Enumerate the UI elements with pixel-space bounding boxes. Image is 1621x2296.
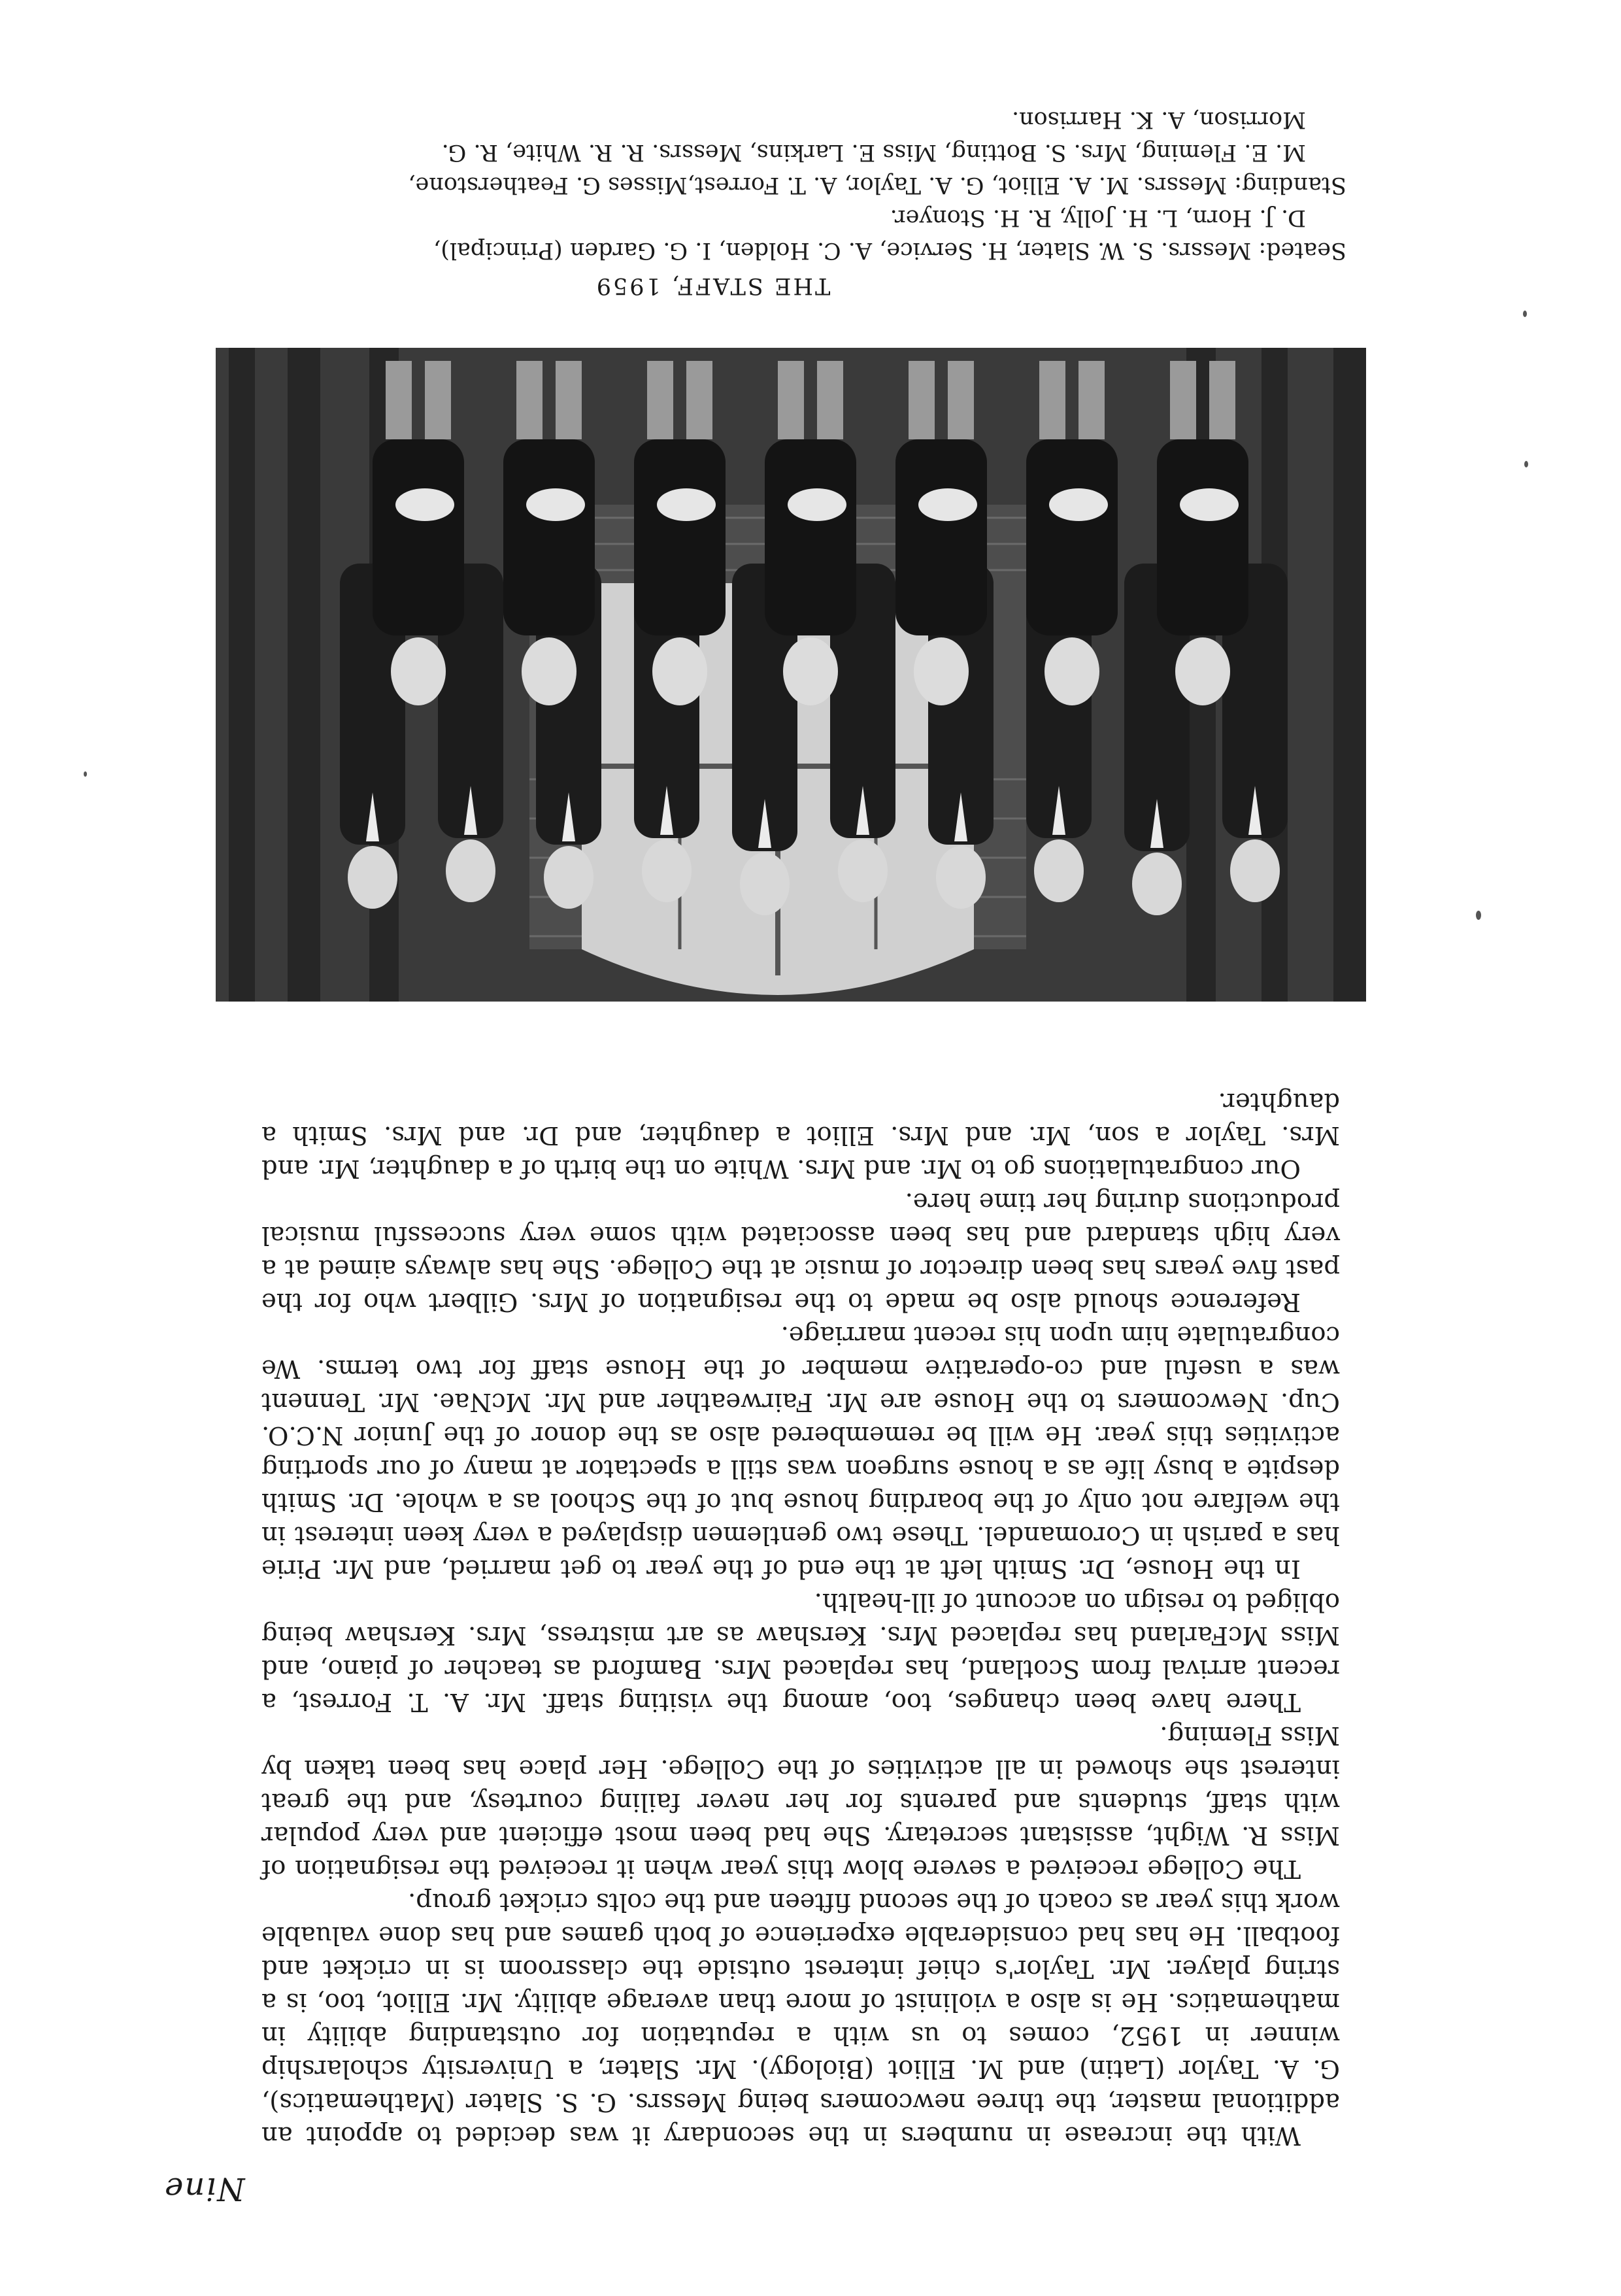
paragraph-secretary: The College received a severe blow this year when it received the resignation of Miss R. Wight, assistant secretary. She had been most efficient and very popular with staff, students and parents for her never failing courtesy, and the great interest she showed in all activities of the College. Her place has been taken by Miss Fleming.: [261, 1721, 1340, 1883]
scan-speck: [1476, 911, 1481, 920]
group-photo-icon: [216, 348, 1366, 1002]
caption-standing-line-2: M. E. Fleming, Mrs. S. Botting, Miss E. Larkins, Messrs. R. R. White, R. G.: [441, 139, 1306, 165]
caption-standing-line-1: Standing: Messrs. M. A. Elliot, G. A. Taylor, A. T. Forrest,Misses G. Featherstone,: [408, 172, 1346, 198]
scan-speck: [84, 771, 87, 777]
scan-speck: [1523, 311, 1527, 317]
photo-caption: [78, 103, 1346, 302]
caption-title: THE STAFF, 1959: [594, 273, 831, 299]
paragraph-music-director: Reference should also be made to the resignation of Mrs. Gilbert who for the past five years has been director of music at the College. She has always aimed at a very high standard and has been associated with some very successful musical productions during her time here.: [261, 1187, 1340, 1317]
scan-speck: [1524, 461, 1528, 467]
article-body: [261, 1085, 1340, 2152]
paragraph-house-staff: In the House, Dr. Smith left at the end of the year to get married, and Mr. Pirie has a parish in Coromandel. These two gentlemen displayed a very keen interest in the welfare not only of the boarding house but of the School as a whole. Dr. Smith despite a busy life as a house surgeon was still a spectator at many of our sporting activities this year. He will be remembered also as the donor of the Junior N.C.O. Cup. Newcomers to the House are Mr. Fairweather and Mr. McNae. Mr. Tennent was a useful and co-operative member of the House staff for two terms. We congratulate him upon his recent marriage.: [261, 1321, 1340, 1583]
caption-seated-line-1: Seated: Messrs. S. W. Slater, H. Service, A. C. Holden, I. G. Garden (Principal),: [433, 237, 1346, 263]
caption-seated-line-2: D. J. Horn, L. H. Jolly, R. H. Stonyer.: [890, 205, 1306, 231]
caption-standing-line-3: Morrison, A. K. Harrison.: [1011, 107, 1306, 133]
page-number: Nine: [163, 2170, 245, 2207]
paragraph-new-masters: With the increase in numbers in the secondary it was decided to appoint an additional master, the three newcomers being Messrs. G. S. Slater (Mathematics), G. A. Taylor (Latin) and M. Elliot (Biology). Mr. Slater, a University scholarship winner in 1952, comes to us with a reputation for outstanding ability in mathematics. He is also a violinist of more than average ability. Mr. Elliot, too, is a string player. Mr. Taylor's chief interest outside the classroom is in cricket and football. He has had considerable experience of both games and has done valuable work this year as coach of the second fifteen and the colts cricket group.: [261, 1887, 1340, 2150]
paragraph-visiting-staff: There have been changes, too, among the visiting staff. Mr. A. T. Forrest, a recent arrival from Scotland, has replaced Mrs. Bamford as teacher of piano, and Miss McFarland has replaced Mrs. Kershaw as art mistress, Mrs. Kershaw being obliged to resign on account of ill-health.: [261, 1587, 1340, 1717]
paragraph-congratulations: Our congratulations go to Mr. and Mrs. White on the birth of a daughter, Mr. and Mrs. Taylor a son, Mr. and Mrs. Elliot a daughter, and Dr. and Mrs. Smith a daughter.: [261, 1087, 1340, 1183]
staff-group-photo: [216, 348, 1366, 1002]
